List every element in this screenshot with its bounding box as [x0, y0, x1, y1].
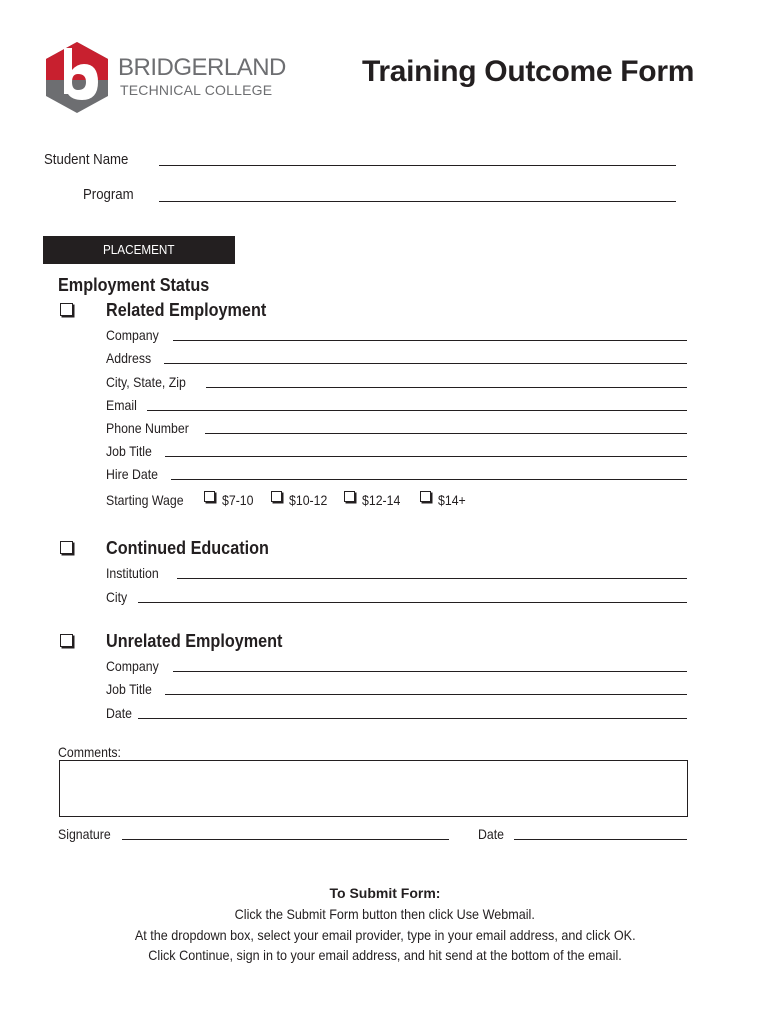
- date-field[interactable]: [514, 839, 687, 840]
- city-state-zip-label: City, State, Zip: [106, 374, 186, 390]
- unrelated-employment-checkbox[interactable]: [60, 634, 73, 647]
- page-title: Training Outcome Form: [362, 55, 695, 88]
- wage-10-12-label: $10-12: [289, 492, 328, 508]
- signature-field[interactable]: [122, 839, 449, 840]
- address-field[interactable]: [164, 363, 687, 364]
- institution-label: Institution: [106, 565, 159, 581]
- comments-label: Comments:: [58, 744, 121, 760]
- phone-number-label: Phone Number: [106, 420, 189, 436]
- brand-name: BRIDGERLAND: [118, 54, 286, 81]
- job-title-label: Job Title: [106, 443, 152, 459]
- continued-education-checkbox[interactable]: [60, 541, 73, 554]
- starting-wage-label: Starting Wage: [106, 492, 184, 508]
- education-city-field[interactable]: [138, 602, 687, 603]
- institution-field[interactable]: [177, 578, 687, 579]
- brand-subtitle: TECHNICAL COLLEGE: [120, 82, 273, 98]
- city-state-zip-field[interactable]: [206, 387, 687, 388]
- wage-14-plus-label: $14+: [438, 492, 466, 508]
- wage-10-12-checkbox[interactable]: [271, 491, 282, 502]
- wage-12-14-checkbox[interactable]: [344, 491, 355, 502]
- date-label: Date: [478, 826, 505, 842]
- unrelated-date-field[interactable]: [138, 718, 687, 719]
- unrelated-date-label: Date: [106, 705, 133, 721]
- signature-label: Signature: [58, 826, 111, 842]
- placement-section-bar: [43, 236, 235, 264]
- submit-instruction-line: Click the Submit Form button then click Use Webmail.: [234, 906, 536, 922]
- related-employment-checkbox[interactable]: [60, 303, 73, 316]
- continued-education-heading: Continued Education: [106, 538, 269, 558]
- unrelated-company-field[interactable]: [173, 671, 687, 672]
- unrelated-company-label: Company: [106, 658, 159, 674]
- job-title-field[interactable]: [165, 456, 687, 457]
- submit-instruction-line: Click Continue, sign in to your email address, and hit send at the bottom of the email.: [148, 947, 622, 963]
- related-employment-heading: Related Employment: [106, 300, 267, 320]
- wage-7-10-label: $7-10: [222, 492, 254, 508]
- bridgerland-logo-icon: [42, 40, 112, 116]
- address-label: Address: [106, 350, 152, 366]
- student-name-field[interactable]: [159, 165, 676, 166]
- hire-date-field[interactable]: [171, 479, 687, 480]
- wage-7-10-checkbox[interactable]: [204, 491, 215, 502]
- email-field[interactable]: [147, 410, 687, 411]
- company-label: Company: [106, 327, 159, 343]
- hire-date-label: Hire Date: [106, 466, 159, 482]
- phone-number-field[interactable]: [205, 433, 687, 434]
- wage-14-plus-checkbox[interactable]: [420, 491, 431, 502]
- student-name-label: Student Name: [44, 151, 129, 168]
- unrelated-job-title-field[interactable]: [165, 694, 687, 695]
- program-label: Program: [83, 186, 134, 203]
- submit-instruction-line: At the dropdown box, select your email provider, type in your email address, and click OK.: [134, 927, 636, 943]
- company-field[interactable]: [173, 340, 687, 341]
- placement-label: PLACEMENT: [103, 242, 175, 257]
- unrelated-job-title-label: Job Title: [106, 681, 152, 697]
- email-label: Email: [106, 397, 137, 413]
- wage-12-14-label: $12-14: [362, 492, 401, 508]
- submit-instructions-title: To Submit Form:: [329, 885, 441, 901]
- unrelated-employment-heading: Unrelated Employment: [106, 631, 283, 651]
- program-field[interactable]: [159, 201, 676, 202]
- employment-status-heading: Employment Status: [58, 275, 210, 295]
- comments-textarea[interactable]: [59, 760, 688, 817]
- education-city-label: City: [106, 589, 128, 605]
